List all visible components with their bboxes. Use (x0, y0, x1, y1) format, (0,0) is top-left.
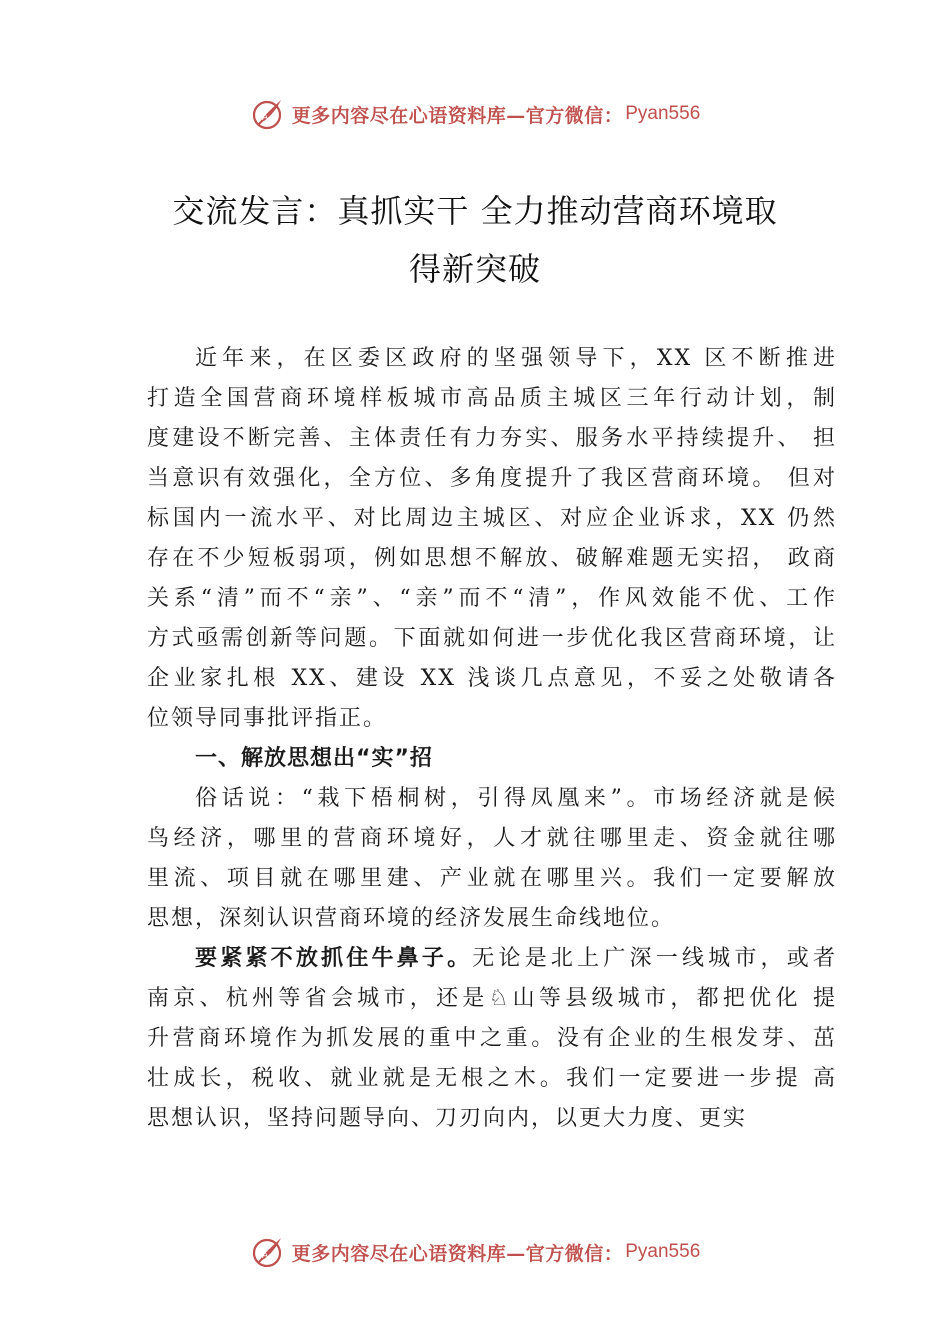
text-line: 俗话说：“栽下梧桐树，引得凤凰来”。市场经济就是候 (195, 786, 837, 811)
paragraph-proverb (147, 779, 837, 939)
text-line: 南京、杭州等省会城市，还是♘山等县级城市，都把优化 提 (147, 986, 837, 1011)
bold-lead-sentence: 要紧紧不放抓住牛鼻子。 (195, 946, 473, 971)
text-line: 里流、项目就在哪里建、产业就在哪里兴。我们一定要解放 (147, 866, 837, 891)
text-line: 近年来，在区委区政府的坚强领导下，XX 区不断推进 (195, 346, 837, 371)
text-line: 鸟经济，哪里的营商环境好，人才就往哪里走、资金就往哪 (147, 826, 837, 851)
banner-text: 更多内容尽在心语资料库—官方微信： (291, 104, 624, 127)
text-line: 关系“清”而不“亲”、“亲”而不“清”，作风效能不优、工作 (147, 586, 837, 611)
text-line-rest: 无论是北上广深一线城市，或者 (472, 946, 837, 971)
document-body (147, 339, 837, 1139)
text-line: 标国内一流水平、对比周边主城区、对应企业诉求，XX 仍然 (147, 506, 837, 531)
text-line: 壮成长，税收、就业就是无根之木。我们一定要进一步提 高 (147, 1066, 837, 1091)
title-line: 交流发言：真抓实干 全力推动营商环境取 (172, 192, 778, 230)
banner-text: 更多内容尽在心语资料库—官方微信： (291, 1242, 624, 1265)
document-title (120, 182, 830, 298)
text-line: 企业家扎根 XX、建设 XX 浅谈几点意见，不妥之处敬请各 (147, 666, 837, 691)
text-line: 思想，深刻认识营商环境的经济发展生命线地位。 (147, 906, 676, 931)
paragraph-intro (147, 339, 837, 739)
text-line: 存在不少短板弱项，例如思想不解放、破解难题无实招， 政商 (147, 546, 837, 571)
text-line: 升营商环境作为抓发展的重中之重。没有企业的生根发芽、茁 (147, 1026, 837, 1051)
svg-text:A: A (261, 113, 268, 123)
svg-text:A: A (261, 1251, 268, 1261)
text-line (147, 939, 837, 979)
footer-banner (0, 1230, 950, 1274)
banner-wechat-id: Pyan556 (625, 1241, 701, 1262)
quill-pen-logo-icon (250, 1234, 286, 1270)
text-line: 度建设不断完善、主体责任有力夯实、服务水平持续提升、 担 (147, 426, 837, 451)
banner-wechat-id: Pyan556 (625, 103, 701, 124)
header-banner (0, 92, 950, 136)
section-heading: 一、解放思想出“实”招 (195, 746, 433, 771)
text-line: 位领导同事批评指正。 (147, 706, 388, 731)
quill-pen-logo-icon (250, 96, 286, 132)
text-line: 思想认识，坚持问题导向、刀刃向内，以更大力度、更实 (147, 1106, 748, 1131)
paragraph-key-point (147, 939, 837, 1139)
text-line: 打造全国营商环境样板城市高品质主城区三年行动计划，制 (147, 386, 837, 411)
text-line: 方式亟需创新等问题。下面就如何进一步优化我区营商环境，让 (147, 626, 837, 651)
text-line: 当意识有效强化，全方位、多角度提升了我区营商环境。 但对 (147, 466, 837, 491)
title-line: 得新突破 (408, 250, 541, 288)
